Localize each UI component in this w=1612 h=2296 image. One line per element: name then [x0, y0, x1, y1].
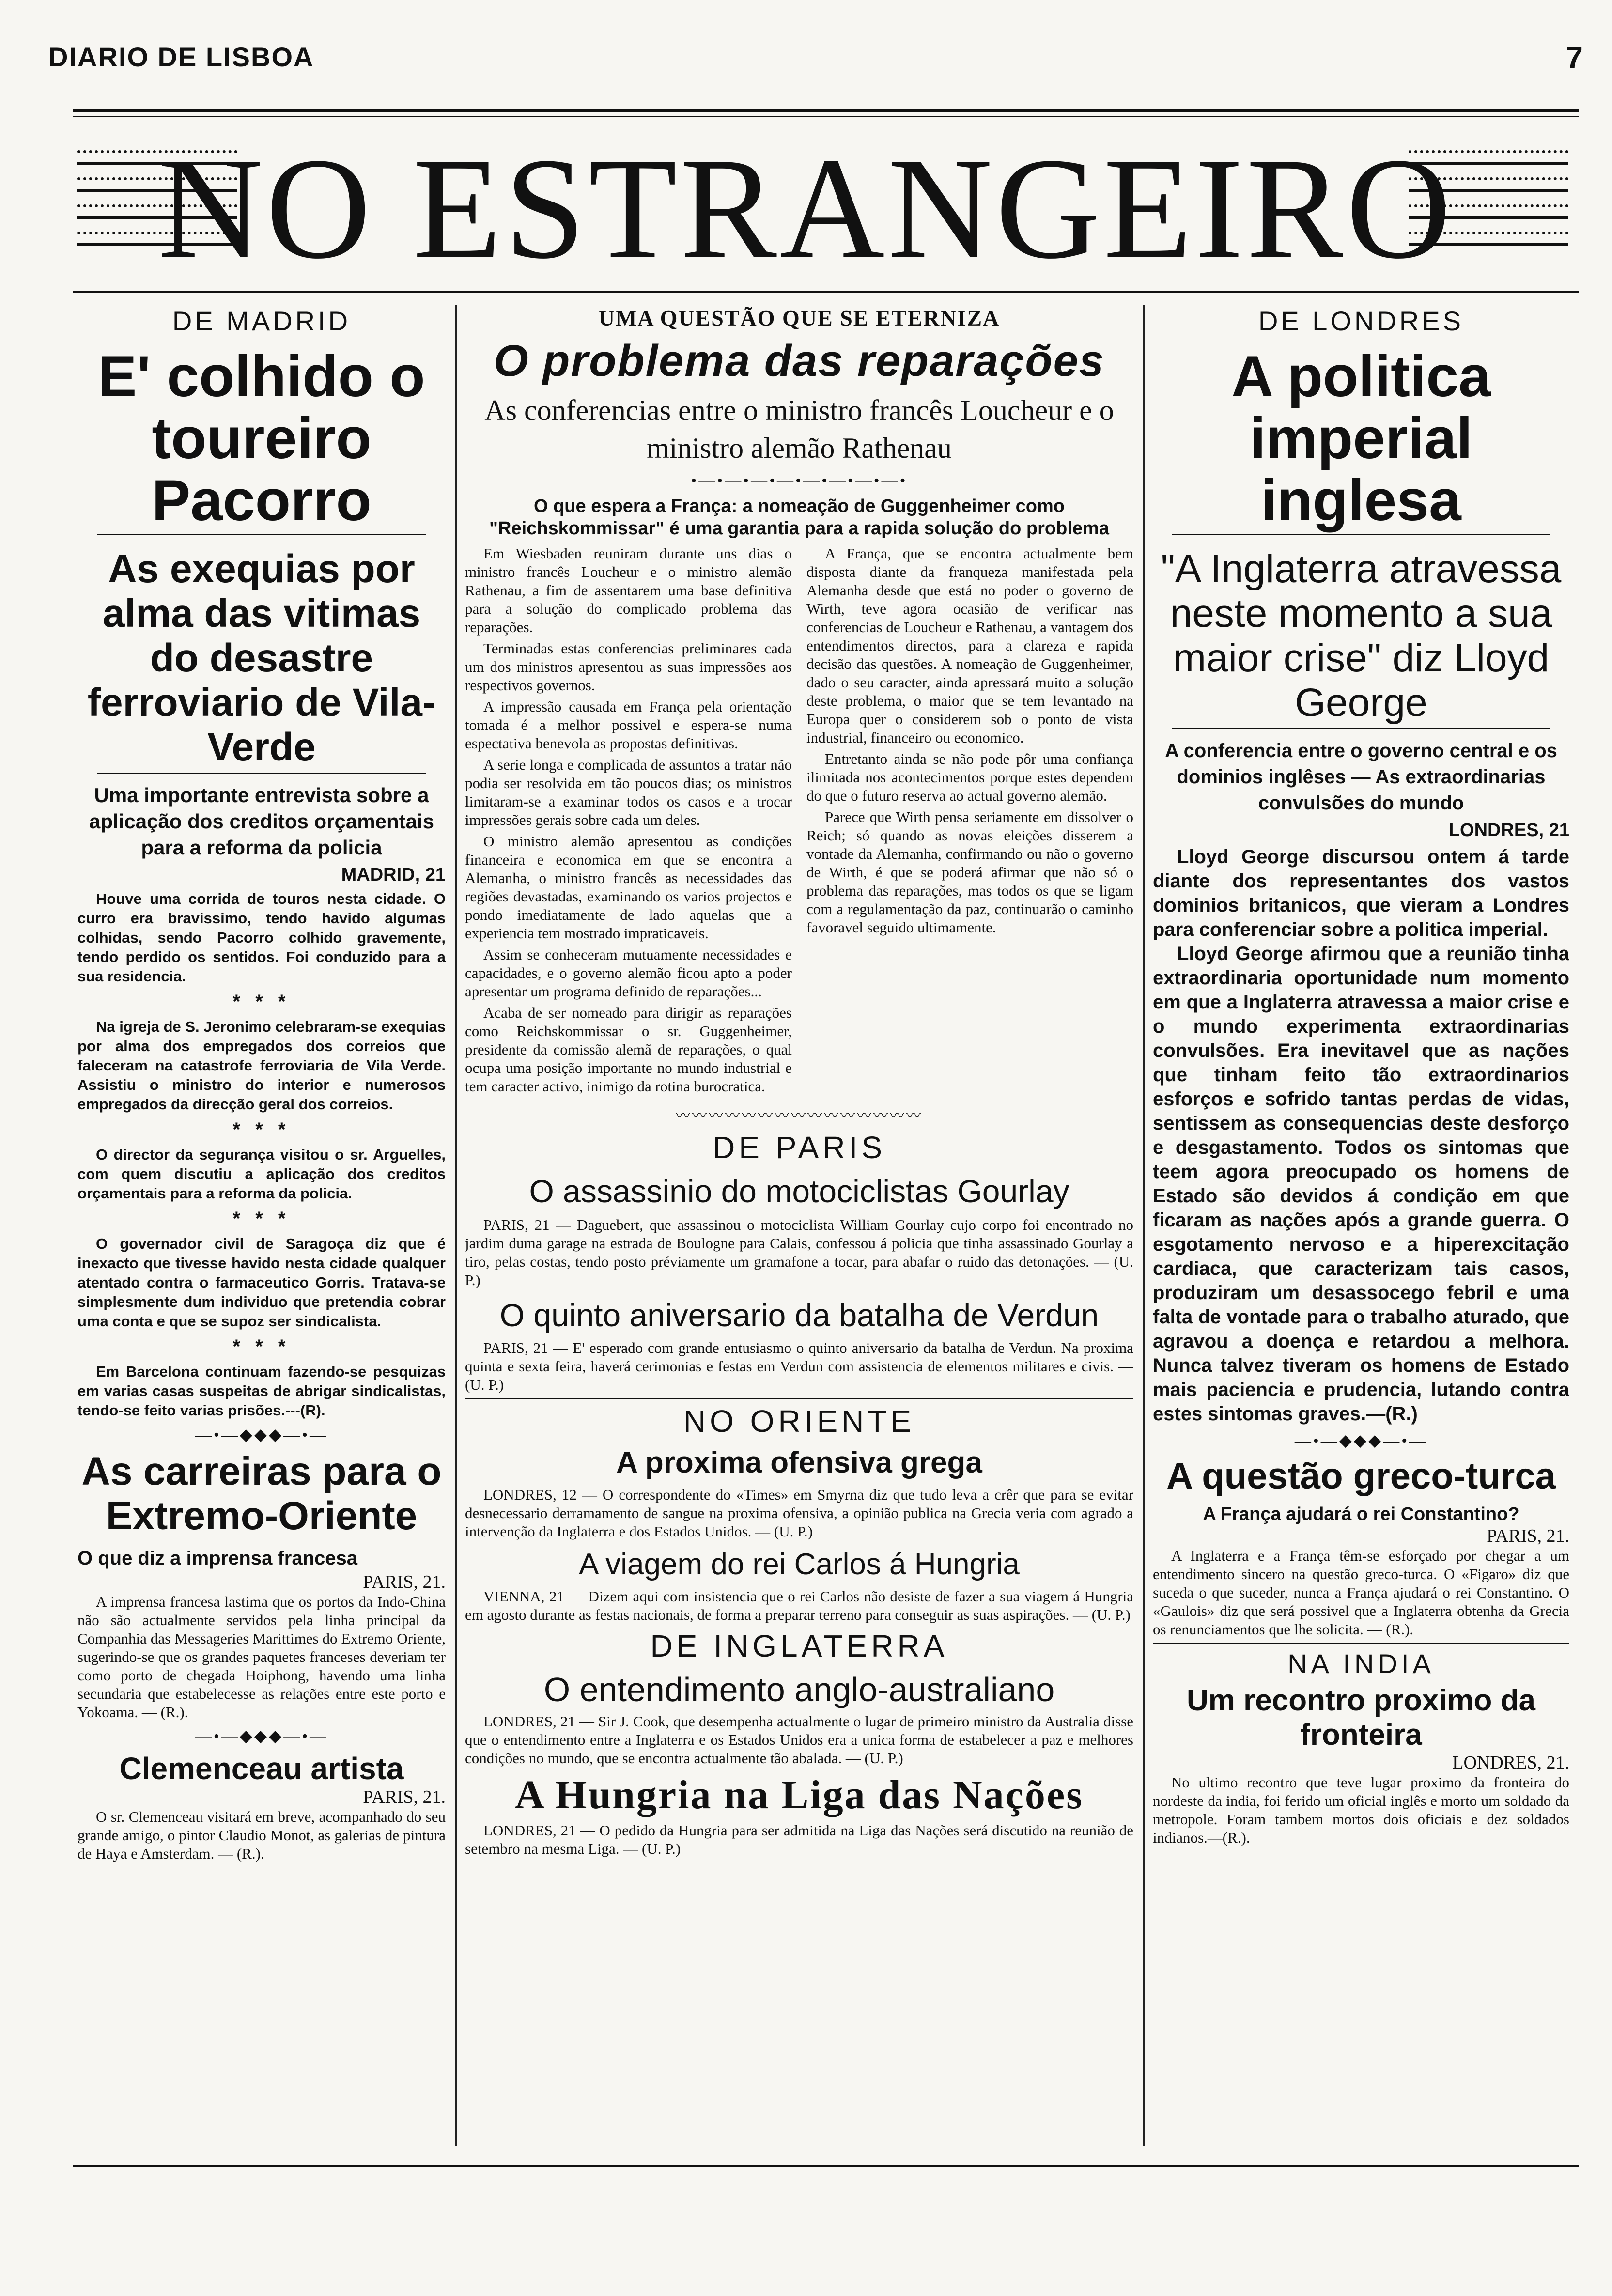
subheadline-policia: Uma importante entrevista sobre a aplicação dos creditos orçamentais para a reforma da policia — [89, 784, 434, 859]
headline-ofensiva-grega: A proxima ofensiva grega — [616, 1446, 982, 1479]
kicker-de-madrid: DE MADRID — [172, 306, 351, 336]
dateline-londres: LONDRES, 21. — [1452, 1753, 1569, 1773]
top-rule — [73, 109, 1579, 112]
divider — [97, 773, 426, 774]
divider — [1172, 728, 1550, 729]
divider — [1153, 1643, 1569, 1644]
article-paragraph: No ultimo recontro que teve lugar proximo da fronteira do nordeste da india, foi ferido um oficial inglês e morto um soldado da metropole. Foram tambem mortos dois oficiais e dez soldados indianos.—(R.). — [1153, 1774, 1569, 1846]
article-paragraph: A Inglaterra e a França têm-se esforçado por chegar a um entendimento sincero na questão greco-turca. O «Figaro» diz que suceda o que suceder, nunca a França ajudará o rei Constantino. O «Gaulois» diz que será possivel que a Inglaterra obtenha da Grecia os renunciamentos que lhe solicita. — (R.). — [1153, 1547, 1569, 1638]
kicker-questao: UMA QUESTÃO QUE SE ETERNIZA — [598, 306, 1000, 330]
article-paragraph: LONDRES, 12 — O correspondente do «Times» em Smyrna diz que tudo leva a crêr que para se evitar desnecessario derramamento de sangue na proxima ofensiva, a opinião publica na Grecia veria com agrado a intervenção da Inglaterra e dos Estados Unidos. — (U. P.) — [465, 1486, 1133, 1540]
kicker-de-londres: DE LONDRES — [1258, 306, 1464, 336]
column-center — [465, 305, 1133, 2214]
article-paragraph: PARIS, 21 — Daguebert, que assassinou o motociclista William Gourlay cujo corpo foi encontrado no jardim duma garage na estrada de Boulogne para Calais, confessou á policia que tinha assassinado Gourlay a tiro, pelas costas, tendo posto préviamente um gramafone a tocar, para abafar o ruido das detonações. — (U. P.) — [465, 1216, 1133, 1288]
subheadline-constantino: A França ajudará o rei Constantino? — [1203, 1504, 1519, 1524]
article-paragraph: PARIS, 21 — E' esperado com grande entusiasmo o quinto aniversario da batalha de Verdun. Na proxima quinta e sexta feira, haverá cerimonias e festas em Verdun com assistencia de elementos militares e civis. — (U. P.) — [465, 1339, 1133, 1393]
ornament-divider: •—•—•—•—•—•—•—•—• — [691, 472, 908, 490]
newspaper-name: DIARIO DE LISBOA — [48, 42, 314, 72]
article-paragraph: Em Wiesbaden reuniram durante uns dias o ministro francês Loucheur e o ministro alemão Rathenau, a fim de assentarem uma base definitiva para a solução do complicado problema das reparações. — [465, 545, 792, 636]
deck-guggenheimer: O que espera a França: a nomeação de Guggenheimer como "Reichskommissar" é uma garantia para a rapida solução do problema — [489, 496, 1109, 539]
column-rule-1 — [455, 305, 457, 2146]
section-no-oriente: NO ORIENTE — [683, 1404, 915, 1439]
article-paragraph: O governador civil de Saragoça diz que é inexacto que tivesse havido nesta cidade qualquer atentado contra o farmaceutico Gorris. Tratava-se simplesmente dum individuo que pretendia cobrar uma conta e que se supoz ser sindicalista. — [78, 1235, 446, 1330]
headline-exequias: As exequias por alma das vitimas do desastre ferroviario de Vila-Verde — [87, 547, 436, 769]
section-de-inglaterra: DE INGLATERRA — [650, 1629, 948, 1663]
headline-rei-carlos: A viagem do rei Carlos á Hungria — [579, 1548, 1020, 1581]
dateline-paris: PARIS, 21. — [1487, 1526, 1569, 1546]
top-rule-thin — [73, 116, 1579, 117]
page-number: 7 — [1566, 40, 1583, 75]
subheadline-imprensa: O que diz a imprensa francesa — [78, 1548, 357, 1569]
article-paragraph: O director da segurança visitou o sr. Arguelles, com quem discutiu a aplicação dos creditos orçamentais para a reforma da policia. — [78, 1146, 446, 1202]
article-paragraph: Lloyd George discursou ontem á tarde diante dos representantes dos vastos dominios britanicos, que vieram a Londres para conferenciar sobre a politica imperial. — [1153, 846, 1569, 940]
masthead-rule — [73, 291, 1579, 293]
section-de-paris: DE PARIS — [713, 1130, 886, 1165]
article-paragraph: O sr. Clemenceau visitará em breve, acompanhado do seu grande amigo, o pintor Claudio Monot, as galerias de pintura de Haya e Amsterdam. — (R.). — [78, 1808, 446, 1862]
headline-verdun: O quinto aniversario da batalha de Verdun — [499, 1297, 1099, 1333]
separator-stars: * * * — [232, 991, 291, 1012]
article-paragraph: A impressão causada em França pela orientação tomada é a melhor possivel e espera-se numa espectativa benevola as propostas definitivas. — [465, 698, 792, 752]
article-paragraph: Terminadas estas conferencias preliminares cada um dos ministros apresentou as suas impressões aos respectivos governos. — [465, 640, 792, 694]
article-paragraph: Lloyd George afirmou que a reunião tinha extraordinaria oportunidade num momento em que a Inglaterra atravessa a maior crise e o mundo experimenta extraordinarias convulsões. Era inevitavel que as nações que tinham feito tão extraordinarios esforços e sofrido tantas perdas de vidas, sentissem as consequencias deste desforço e desgastamento. Todos os sintomas que teem agora preocupado os homens de Estado são devidos á condição em que ficaram as nações após a grande guerra. O esgotamento nervoso e a hiperexcitação cardiaca, que caracterizam tais casos, produziram um desassocego febril e uma falta de vontade para o trabalho aturado, que agravou a doença e retardou a melhora. Nunca talvez tiveram os homens de Estado mais paciencia e prudencia, lutando contra estes sintomas graves.—(R.) — [1153, 943, 1569, 1425]
separator-stars: * * * — [232, 1208, 291, 1229]
headline-reparacoes: O problema das reparações — [494, 336, 1105, 386]
article-paragraph: LONDRES, 21 — O pedido da Hungria para ser admitida na Liga das Nações será discutido na reunião de setembro na mesma Liga. — (U. P.) — [465, 1822, 1133, 1857]
article-paragraph: LONDRES, 21 — Sir J. Cook, que desempenha actualmente o lugar de primeiro ministro da Australia disse que o entendimento entre a Inglaterra e os Estados Unidos era a unica forma de estabelecer a paz e melhores condições no mundo, que se encontra actualmente tão abalada. — (U. P.) — [465, 1713, 1133, 1767]
headline-lloyd-george: "A Inglaterra atravessa neste momento a sua maior crise" diz Lloyd George — [1161, 547, 1562, 725]
ornament-divider: —•—◆◆◆—•— — [1294, 1432, 1428, 1450]
headline-hungria-liga: A Hungria na Liga das Nações — [515, 1772, 1084, 1817]
section-na-india: NA INDIA — [1287, 1648, 1435, 1679]
article-paragraph: Em Barcelona continuam fazendo-se pesquizas em varias casas suspeitas de abrigar sindicalistas, tendo-se feito varias prisões.---(R). — [78, 1363, 446, 1419]
subheadline-conferencias: As conferencias entre o ministro francês Loucheur e o ministro alemão Rathenau — [484, 394, 1114, 464]
article-paragraph: A imprensa francesa lastima que os portos da Indo-China não são actualmente servidos pela linha principal da Companhia das Messageries Marittimes do Extremo Oriente, sugerindo-se que os grandes paquetes franceses deveriam ter como porto de chegada Hoiphong, havendo uma linha secundaria que estabelecesse as relações entre este porto e Yokoama. — (R.). — [78, 1593, 446, 1721]
column-londres — [1153, 305, 1569, 2214]
dateline-londres: LONDRES, 21 — [1448, 820, 1569, 840]
headline-recontro: Um recontro proximo da fronteira — [1187, 1684, 1535, 1752]
divider — [97, 534, 426, 535]
headline-anglo-australiano: O entendimento anglo-australiano — [543, 1671, 1055, 1708]
separator-stars: * * * — [232, 1336, 291, 1357]
section-masthead: NO ESTRANGEIRO — [158, 128, 1454, 289]
article-paragraph: A França, que se encontra actualmente bem disposta diante da franqueza manifestada pela Alemanha desde que está no poder o governo de Wirth, teve agora ocasião de verificar nas conferencias de Loucheur e Rathenau, a vantagem dos entendimentos directos, para a clareza e rapida decisão das questões. A nomeação de Guggenheimer, dado o seu caracter, ainda apressará muito a solução deste problema, o maior que se tem levantado na Europa quer o considerem sob o ponto de vista industrial, financeiro ou economico. — [806, 545, 1133, 746]
article-paragraph: Na igreja de S. Jeronimo celebraram-se exequias por alma dos empregados dos correios que faleceram na catastrofe ferroviaria de Vila Verde. Assistiu o ministro do interior e numerosos empregados da direcção geral dos correios. — [78, 1018, 446, 1113]
headline-gourlay: O assassinio do motociclistas Gourlay — [529, 1173, 1070, 1209]
article-paragraph: Parece que Wirth pensa seriamente em dissolver o Reich; só quando as novas eleições disserem a vontade da Alemanha, confirmando ou não o governo de Wirth, é que se poderá afirmar que não só o problema das reparações, mas todos os que se ligam com a regulamentação da paz, continuarão o caminho favoravel seguido ultimamente. — [806, 808, 1133, 936]
divider — [1172, 534, 1550, 535]
divider — [465, 1398, 1133, 1399]
article-paragraph: VIENNA, 21 — Dizem aqui com insistencia que o rei Carlos não desiste de fazer a sua viagem á Hungria em agosto durante as festas nacionais, de forma a preparar terreno para conseguir as suas aspirações. — (U. P.) — [465, 1588, 1133, 1623]
wave-divider: 〰〰〰〰〰〰〰〰〰〰〰〰〰〰〰 — [676, 1108, 923, 1124]
article-paragraph: A serie longa e complicada de assuntos a tratar não podia ser resolvida em tão poucos dias; os ministros limitaram-se a examinar todos os casos e a trocar impressões gerais sobre cada um deles. — [465, 756, 792, 828]
headline-toureiro: E' colhido o toureiro Pacorro — [98, 344, 425, 533]
dateline-paris: PARIS, 21. — [363, 1572, 446, 1592]
article-paragraph: Assim se conheceram mutuamente necessidades e capacidades, e o governo alemão ficou apto a poder apresentar um programa definido de reparações... — [465, 946, 792, 1000]
article-paragraph: O ministro alemão apresentou as condições financeira e economica em que se encontra a Alemanha, o ministro francês as necessidades das regiões devastadas, examinando os varios projectos e pondo imediatamente de lado aquelas que a experiencia tem mostrado impraticaveis. — [465, 833, 792, 942]
column-madrid — [78, 305, 446, 2214]
headline-greco-turca: A questão greco-turca — [1166, 1456, 1556, 1497]
ornament-divider: —•—◆◆◆—•— — [195, 1426, 328, 1444]
separator-stars: * * * — [232, 1119, 291, 1140]
headline-politica-imperial: A politica imperial inglesa — [1231, 344, 1491, 533]
subheadline-conferencia: A conferencia entre o governo central e os dominios inglêses — As extraordinarias convulsões do mundo — [1165, 740, 1557, 814]
article-paragraph: Entretanto ainda se não pode pôr uma confiança ilimitada nos acontecimentos porque estes dependem do que o futuro reserva ao actual governo alemão. — [806, 750, 1133, 804]
article-paragraph: Houve uma corrida de touros nesta cidade. O curro era bravissimo, tendo havido algumas colhidas, sendo Pacorro colhido gravemente, tendo perdido os sentidos. Foi conduzido para a sua residencia. — [78, 890, 446, 985]
ornament-divider: —•—◆◆◆—•— — [195, 1727, 328, 1745]
dateline-paris: PARIS, 21. — [363, 1787, 446, 1807]
dateline-madrid: MADRID, 21 — [341, 865, 446, 885]
bottom-rule — [73, 2165, 1579, 2167]
headline-extremo-oriente: As carreiras para o Extremo-Oriente — [81, 1449, 442, 1538]
headline-clemenceau: Clemenceau artista — [119, 1751, 404, 1786]
column-rule-2 — [1143, 305, 1145, 2146]
article-paragraph: Acaba de ser nomeado para dirigir as reparações como Reichskommissar o sr. Guggenheimer, presidente da comissão alemã de reparações, o qual ocupa uma posição importante no mundo industrial e tem caracter activo, inimigo da rotina burocratica. — [465, 1004, 792, 1095]
